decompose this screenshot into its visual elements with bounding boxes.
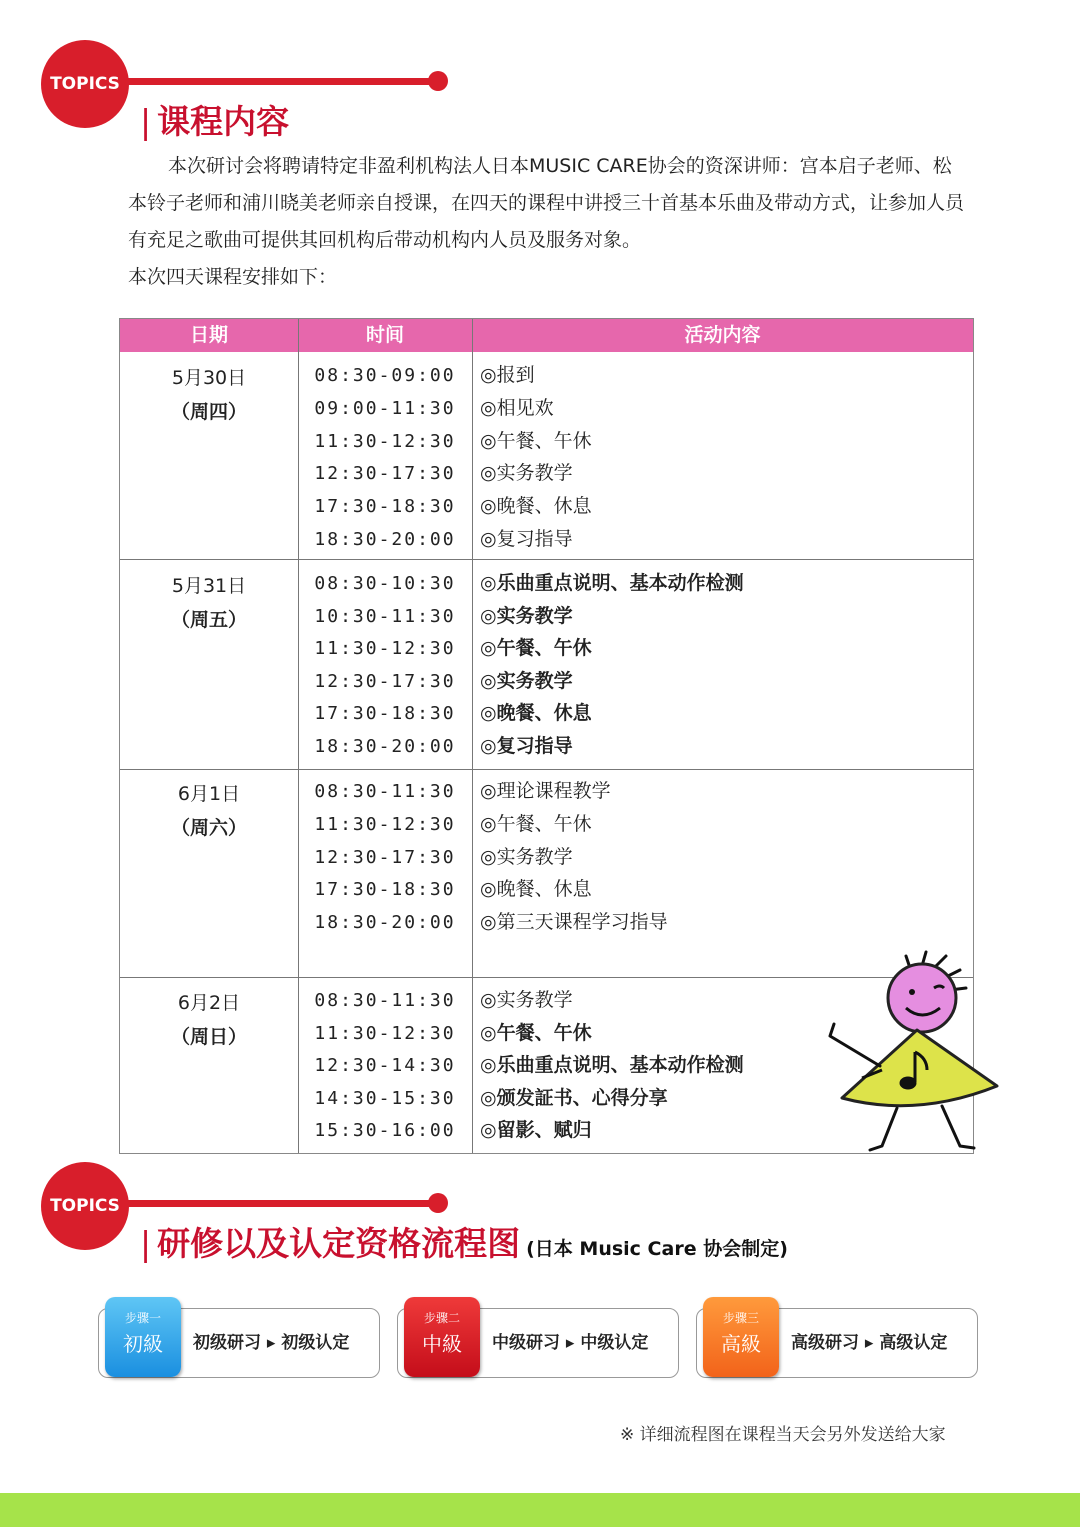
table-row	[120, 457, 973, 490]
step-description: 高级研习 ▸ 高级认定	[791, 1333, 948, 1353]
row-time: 11:30-12:30	[314, 814, 456, 835]
row-time: 08:30-11:30	[314, 990, 456, 1011]
header-activity: 活动内容	[684, 324, 761, 346]
step-badge	[105, 1297, 181, 1377]
date-text: 6月2日	[177, 992, 241, 1014]
table-row	[120, 359, 973, 392]
row-activity: ◎相见欢	[480, 397, 554, 419]
row-activity: ◎实务教学	[480, 989, 573, 1011]
date-text: 6月1日	[177, 783, 241, 805]
row-time: 15:30-16:00	[314, 1120, 456, 1141]
step-level: 高級	[721, 1332, 761, 1356]
table-row	[120, 600, 973, 633]
flow-step-2	[397, 1308, 679, 1378]
row-activity: ◎留影、赋归	[480, 1119, 592, 1141]
row-time: 08:30-10:30	[314, 573, 456, 594]
row-activity: ◎晚餐、休息	[480, 878, 592, 900]
row-activity: ◎午餐、午休	[480, 1022, 592, 1044]
row-divider	[120, 559, 973, 560]
row-activity: ◎乐曲重点说明、基本动作检测	[480, 1054, 744, 1076]
weekday-text: （周日）	[170, 1026, 247, 1048]
header-time: 时间	[365, 324, 404, 346]
table-row	[120, 632, 973, 665]
table-row	[120, 730, 973, 763]
row-activity: ◎实务教学	[480, 670, 573, 692]
row-time: 12:30-17:30	[314, 847, 456, 868]
row-time: 12:30-17:30	[314, 671, 456, 692]
row-time: 11:30-12:30	[314, 638, 456, 659]
step-level: 中級	[422, 1332, 462, 1356]
row-activity: ◎乐曲重点说明、基本动作检测	[480, 572, 744, 594]
section-header-course	[0, 40, 1080, 150]
step-number: 步骤一	[124, 1311, 161, 1325]
flow-step-3	[696, 1308, 978, 1378]
row-time: 10:30-11:30	[314, 606, 456, 627]
weekday-text: （周五）	[170, 609, 247, 631]
table-row	[120, 841, 973, 874]
table-row	[120, 808, 973, 841]
table-row	[120, 906, 973, 939]
row-activity: ◎午餐、午休	[480, 813, 592, 835]
section-title: | 课程内容	[140, 102, 290, 141]
row-time: 08:30-09:00	[314, 365, 456, 386]
weekday-text: （周四）	[170, 401, 247, 423]
topics-badge: TOPICS	[41, 40, 129, 128]
section-title-text: 课程内容	[157, 102, 290, 141]
row-time: 14:30-15:30	[314, 1088, 456, 1109]
table-row	[120, 697, 973, 730]
intro-line: 本次四天课程安排如下：	[128, 266, 338, 288]
footer-bar	[0, 1493, 1080, 1527]
row-activity: ◎报到	[480, 364, 535, 386]
table-row	[120, 775, 973, 808]
step-number: 步骤三	[722, 1311, 759, 1325]
date-text: 5月31日	[171, 575, 247, 597]
row-time: 09:00-11:30	[314, 398, 456, 419]
header-rule-dot	[428, 1193, 448, 1213]
table-row	[120, 665, 973, 698]
music-note-character-icon	[822, 948, 1012, 1158]
row-activity: ◎实务教学	[480, 605, 573, 627]
row-time: 18:30-20:00	[314, 529, 456, 550]
table-header	[120, 319, 973, 352]
row-activity: ◎午餐、午休	[480, 430, 592, 452]
table-row	[120, 567, 973, 600]
row-activity: ◎实务教学	[480, 462, 573, 484]
table-row	[120, 425, 973, 458]
date-text: 5月30日	[171, 367, 247, 389]
row-divider	[120, 769, 973, 770]
step-number: 步骤二	[423, 1311, 460, 1325]
section-subtitle: (日本 Music Care 协会制定)	[526, 1238, 788, 1260]
row-activity: ◎复习指导	[480, 735, 573, 757]
header-rule-dot	[428, 71, 448, 91]
row-time: 17:30-18:30	[314, 703, 456, 724]
step-badge	[703, 1297, 779, 1377]
row-time: 18:30-20:00	[314, 912, 456, 933]
section-title-text: 研修以及认定资格流程图	[157, 1224, 521, 1263]
step-badge	[404, 1297, 480, 1377]
section-header-flow	[0, 1162, 1080, 1272]
row-activity: ◎晚餐、休息	[480, 495, 592, 517]
row-time: 18:30-20:00	[314, 736, 456, 757]
step-description: 初级研习 ▸ 初级认定	[193, 1333, 350, 1353]
row-time: 11:30-12:30	[314, 1023, 456, 1044]
row-activity: ◎颁发証书、心得分享	[480, 1087, 668, 1109]
header-rule	[110, 1200, 440, 1207]
footnote: ※ 详细流程图在课程当天会另外发送给大家	[620, 1425, 946, 1445]
row-time: 08:30-11:30	[314, 781, 456, 802]
step-level: 初級	[123, 1332, 163, 1356]
header-date: 日期	[189, 324, 228, 346]
table-row	[120, 873, 973, 906]
flow-step-1	[98, 1308, 380, 1378]
row-activity: ◎理论课程教学	[480, 780, 611, 802]
row-activity: ◎第三天课程学习指导	[480, 911, 668, 933]
header-rule	[110, 78, 440, 85]
weekday-text: （周六）	[170, 817, 247, 839]
row-activity: ◎复习指导	[480, 528, 573, 550]
section-title: | 研修以及认定资格流程图 (日本 Music Care 协会制定)	[140, 1224, 788, 1263]
row-time: 17:30-18:30	[314, 496, 456, 517]
topics-badge: TOPICS	[41, 1162, 129, 1250]
row-time: 17:30-18:30	[314, 879, 456, 900]
row-time: 12:30-17:30	[314, 463, 456, 484]
table-row	[120, 392, 973, 425]
table-row	[120, 523, 973, 556]
intro-text	[128, 148, 968, 296]
row-activity: ◎晚餐、休息	[480, 702, 592, 724]
intro-paragraph: 本次研讨会将聘请特定非盈利机构法人日本MUSIC CARE协会的资深讲师：宫本启子老师、松本铃子老师和浦川晓美老师亲自授课，在四天的课程中讲授三十首基本乐曲及带动方式，让参加人员有充足之歌曲可提供其回机构后带动机构内人员及服务对象。	[128, 155, 965, 251]
row-activity: ◎午餐、午休	[480, 637, 592, 659]
row-time: 11:30-12:30	[314, 431, 456, 452]
row-time: 12:30-14:30	[314, 1055, 456, 1076]
table-row	[120, 490, 973, 523]
step-description: 中级研习 ▸ 中级认定	[492, 1333, 649, 1353]
row-activity: ◎实务教学	[480, 846, 573, 868]
